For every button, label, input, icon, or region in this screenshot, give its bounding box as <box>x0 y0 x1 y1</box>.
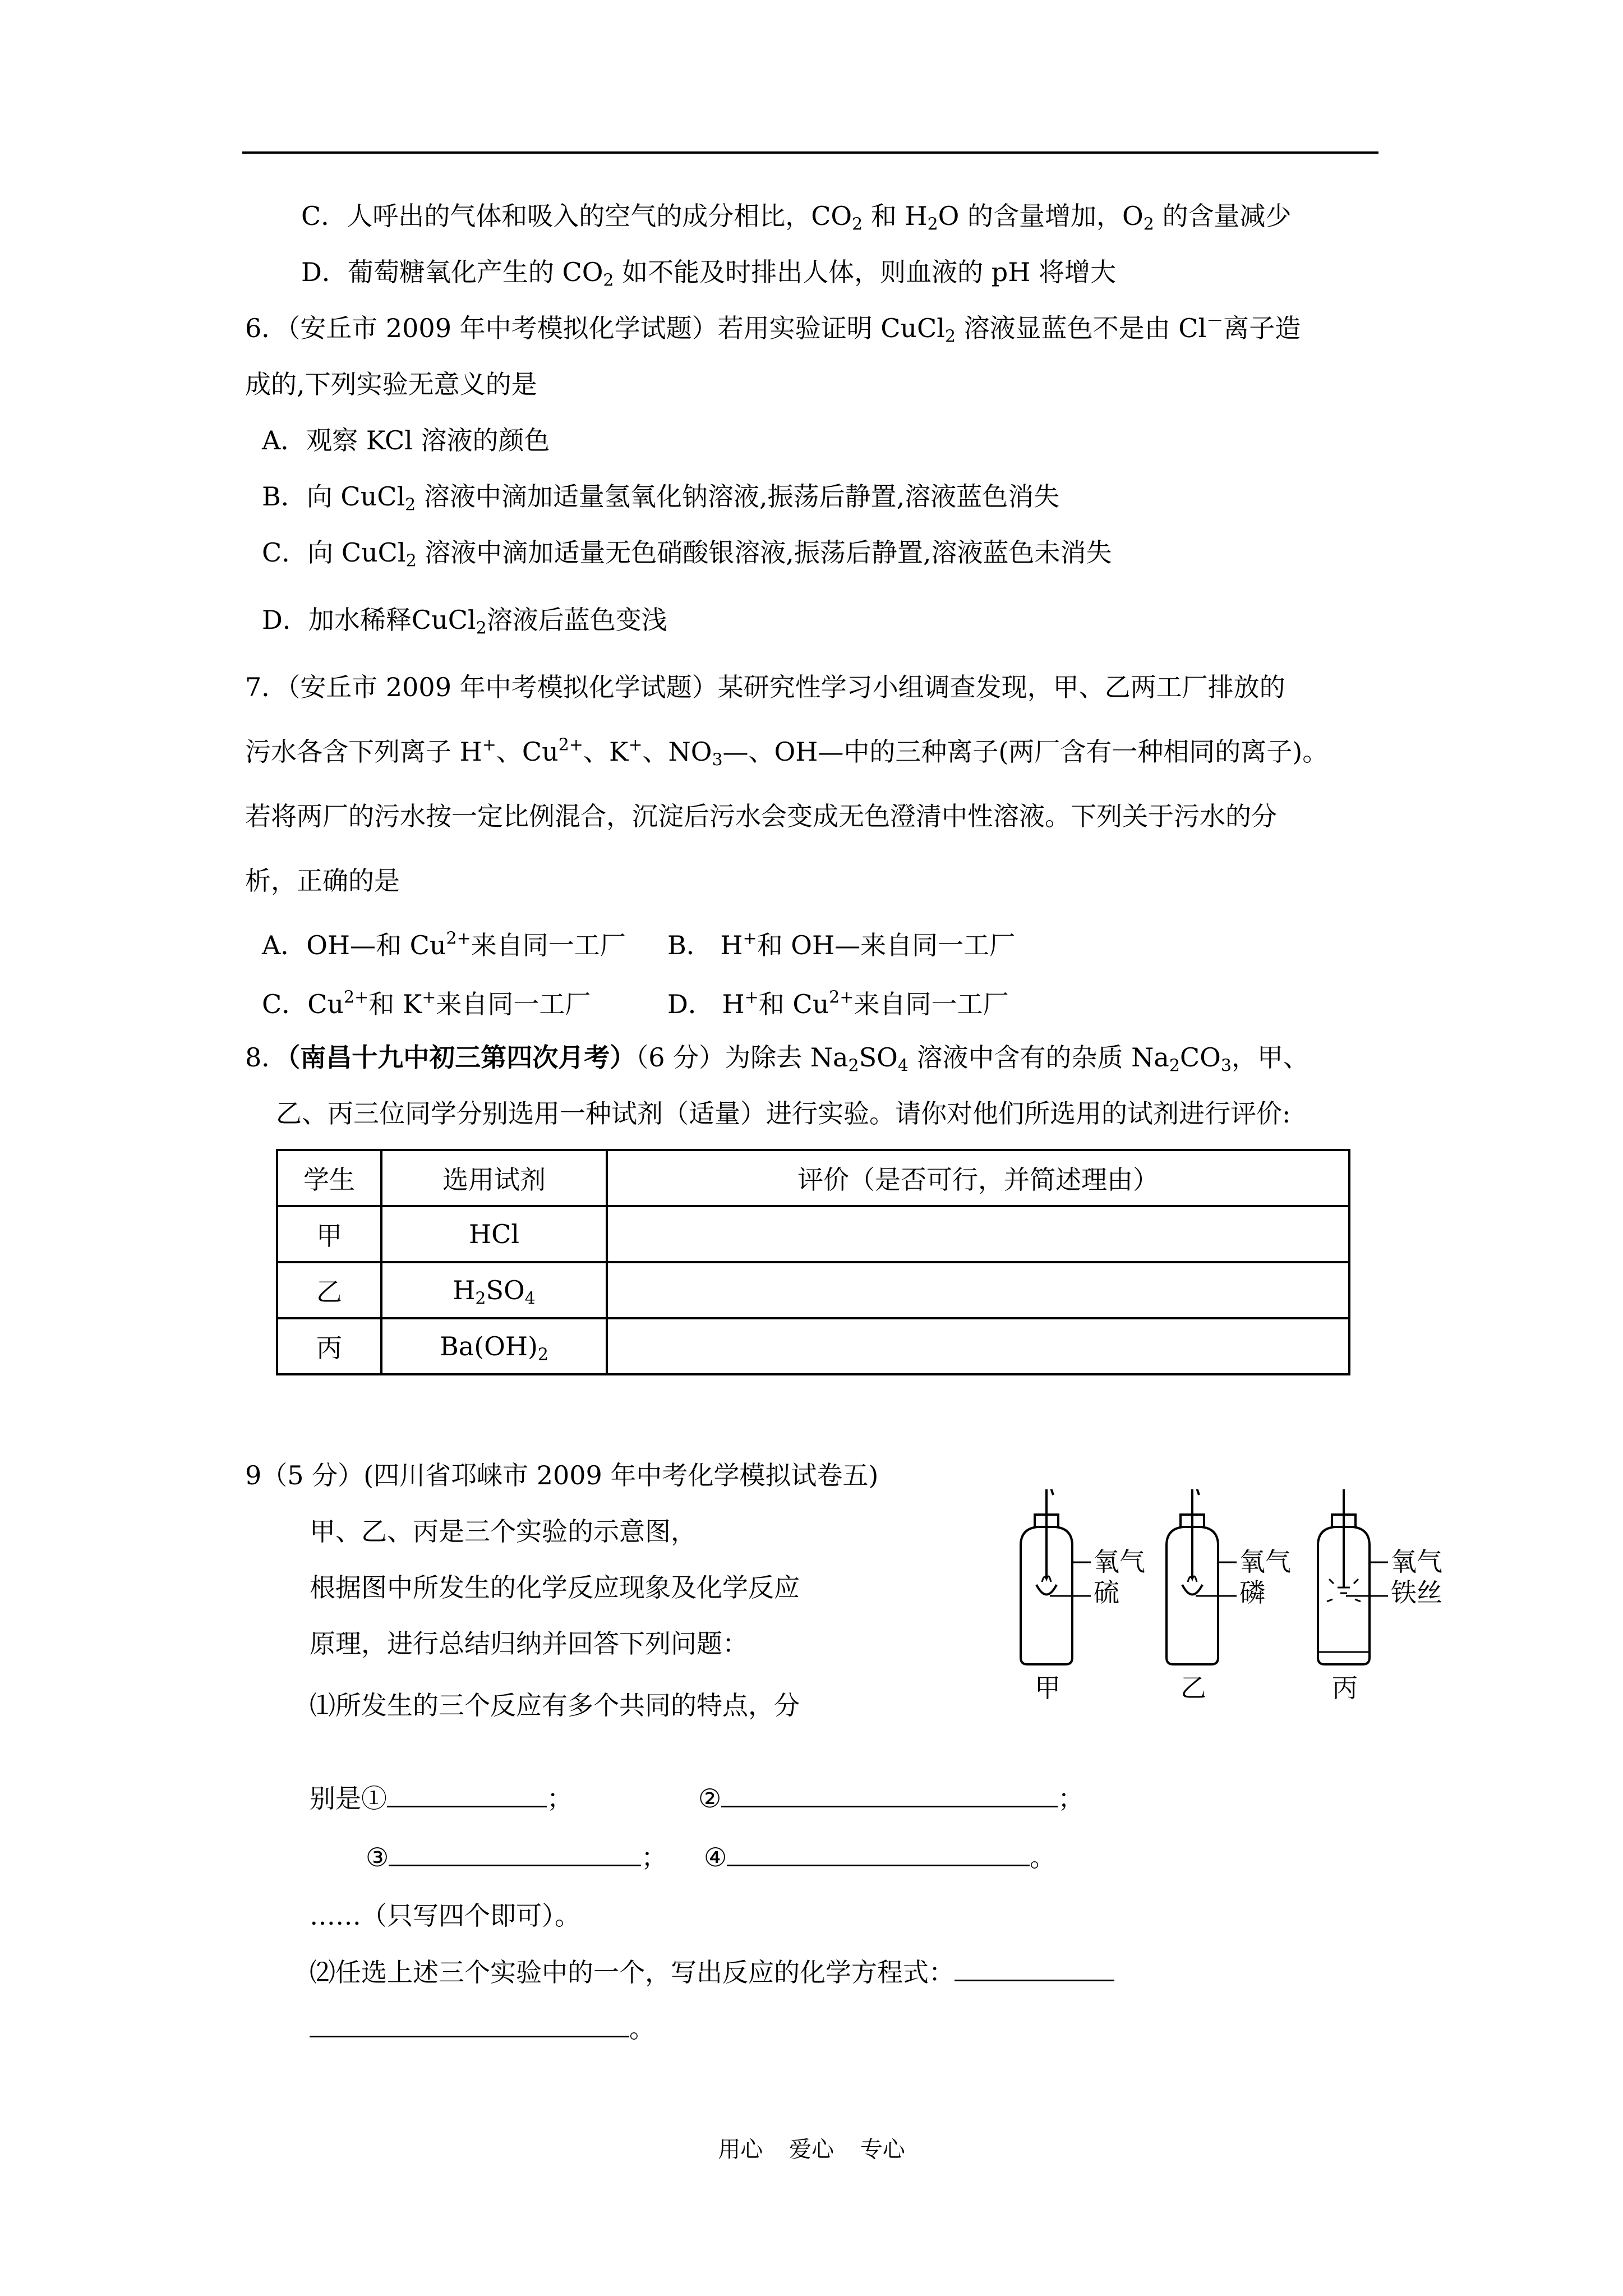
student-cell: 甲 <box>277 1206 381 1262</box>
bing-oxygen-label: 氧气 <box>1391 1547 1442 1577</box>
reagent-cell: $Ba(OH)_2$ <box>381 1318 607 1374</box>
answer-blank-3[interactable] <box>389 1840 641 1866</box>
table-header-row <box>277 1150 1349 1206</box>
jar-jia <box>1021 1489 1091 1664</box>
reagent-cell: $H_2SO_4$ <box>381 1262 607 1318</box>
evaluation-answer-cell[interactable] <box>607 1262 1349 1318</box>
yi-phosphorus-label: 磷 <box>1239 1577 1265 1608</box>
header-student: 学生 <box>277 1150 381 1206</box>
q9-answer-row1: 别是① ； <box>310 1781 573 1815</box>
yi-oxygen-label: 氧气 <box>1239 1547 1291 1577</box>
q7-stem-line3: 若将两厂的污水按一定比例混合，沉淀后污水会变成无色澄清中性溶液。下列关于污水的分 <box>245 801 1277 831</box>
q7-stem-line2: 污水各含下列离子 H+、$Cu^{2+}$、K+、$NO_3—$、OH—中的三种离子(两厂含有一种相同的离子)。 <box>245 735 1329 770</box>
student-cell: 乙 <box>277 1262 381 1318</box>
q8-evaluation-table <box>276 1149 1350 1375</box>
jar-yi <box>1166 1489 1237 1664</box>
answer-blank-2[interactable] <box>721 1781 1058 1807</box>
evaluation-answer-cell[interactable] <box>607 1206 1349 1262</box>
jia-oxygen-label: 氧气 <box>1094 1547 1145 1577</box>
q6-option-d: D．加水稀释CuCl$_2$溶液后蓝色变浅 <box>262 605 667 638</box>
table-row <box>277 1206 1349 1262</box>
q8-source: （南昌十九中初三第四次月考） <box>287 1042 636 1073</box>
q7-option-b: B． H+和 OH—来自同一工厂 <box>667 928 1016 960</box>
q9-part1-line: ⑴所发生的三个反应有多个共同的特点，分 <box>310 1690 800 1720</box>
q6-option-b: B．向 CuCl$_2$ 溶液中滴加适量氢氧化钠溶液,振荡后静置,溶液蓝色消失 <box>262 481 1060 515</box>
q9-stem-line4: 原理，进行总结归纳并回答下列问题： <box>310 1628 748 1659</box>
q9-part2-line2: 。 <box>310 2011 655 2045</box>
combustion-experiment-figure <box>1009 1489 1469 1703</box>
q8-stem-line2: 乙、丙三位同学分别选用一种试剂（适量）进行实验。请你对他们所选用的试剂进行评价: <box>276 1098 1291 1129</box>
equation-blank-2[interactable] <box>310 2011 629 2037</box>
header-evaluation: 评价（是否可行，并简述理由） <box>607 1150 1349 1206</box>
q9-answer-row1b: ② ； <box>698 1781 1083 1815</box>
bing-iron-wire-label: 铁丝 <box>1391 1577 1442 1608</box>
table-row <box>277 1318 1349 1374</box>
yi-label: 乙 <box>1181 1673 1206 1703</box>
jia-label: 甲 <box>1035 1673 1061 1703</box>
q5-option-d: D．葡萄糖氧化产生的 $CO_2$ 如不能及时排出人体，则血液的 pH 将增大 <box>301 257 1116 291</box>
header-reagent: 选用试剂 <box>381 1150 607 1206</box>
q6-stem-line2: 成的,下列实验无意义的是 <box>245 369 537 399</box>
equation-blank-1[interactable] <box>955 1955 1114 1981</box>
q7-stem-line4: 析，正确的是 <box>245 866 400 896</box>
q9-answer-row2b: ④ 。 <box>704 1840 1055 1874</box>
q9-stem-line1: 9（5 分）(四川省邛崃市 2009 年中考化学模拟试卷五) <box>245 1460 879 1490</box>
jar-bing <box>1318 1489 1388 1664</box>
q5-option-c: C．人呼出的气体和吸入的空气的成分相比，$CO_2$ 和 $H_2O$ 的含量增加，$O_2$ 的含量减少 <box>301 201 1292 234</box>
answer-blank-1[interactable] <box>387 1781 547 1807</box>
q9-part2-line: ⑵任选上述三个实验中的一个，写出反应的化学方程式： <box>310 1955 1114 1989</box>
q6-option-c: C．向 CuCl$_2$ 溶液中滴加适量无色硝酸银溶液,振荡后静置,溶液蓝色未消失 <box>262 537 1112 571</box>
q6-stem-line1: 6．（安丘市 2009 年中考模拟化学试题）若用实验证明 CuCl$_2$ 溶液显蓝色不是由 Cl－离子造 <box>245 311 1301 347</box>
header-rule <box>242 151 1378 154</box>
q7-option-a: A．OH—和 $Cu^{2+}$来自同一工厂 <box>262 928 626 960</box>
answer-blank-4[interactable] <box>727 1840 1030 1866</box>
table-row <box>277 1262 1349 1318</box>
student-cell: 丙 <box>277 1318 381 1374</box>
page-footer: 用心 爱心 专心 <box>718 2137 905 2162</box>
evaluation-answer-cell[interactable] <box>607 1318 1349 1374</box>
q8-stem-line1: 8．（南昌十九中初三第四次月考）（6 分）为除去 $Na_2SO_4$ 溶液中含有的杂质 $Na_2CO_3$，甲、 <box>245 1042 1309 1076</box>
reagent-cell: HCl <box>381 1206 607 1262</box>
q6-option-a: A．观察 KCl 溶液的颜色 <box>262 425 550 455</box>
q7-option-d: D． H+和 $Cu^{2+}$来自同一工厂 <box>667 987 1009 1019</box>
q9-stem-line3: 根据图中所发生的化学反应现象及化学反应 <box>310 1572 800 1603</box>
jia-sulfur-label: 硫 <box>1094 1577 1119 1608</box>
q9-stem-line2: 甲、乙、丙是三个实验的示意图， <box>310 1516 697 1547</box>
q9-note: ……（只写四个即可）。 <box>310 1901 580 1931</box>
q7-option-c: C．$Cu^{2+}$和 K+来自同一工厂 <box>262 987 591 1019</box>
q7-stem-line1: 7．（安丘市 2009 年中考模拟化学试题）某研究性学习小组调查发现，甲、乙两工厂排放的 <box>245 672 1285 702</box>
q9-answer-row2: ③ ； <box>366 1840 667 1874</box>
bing-label: 丙 <box>1332 1673 1358 1703</box>
